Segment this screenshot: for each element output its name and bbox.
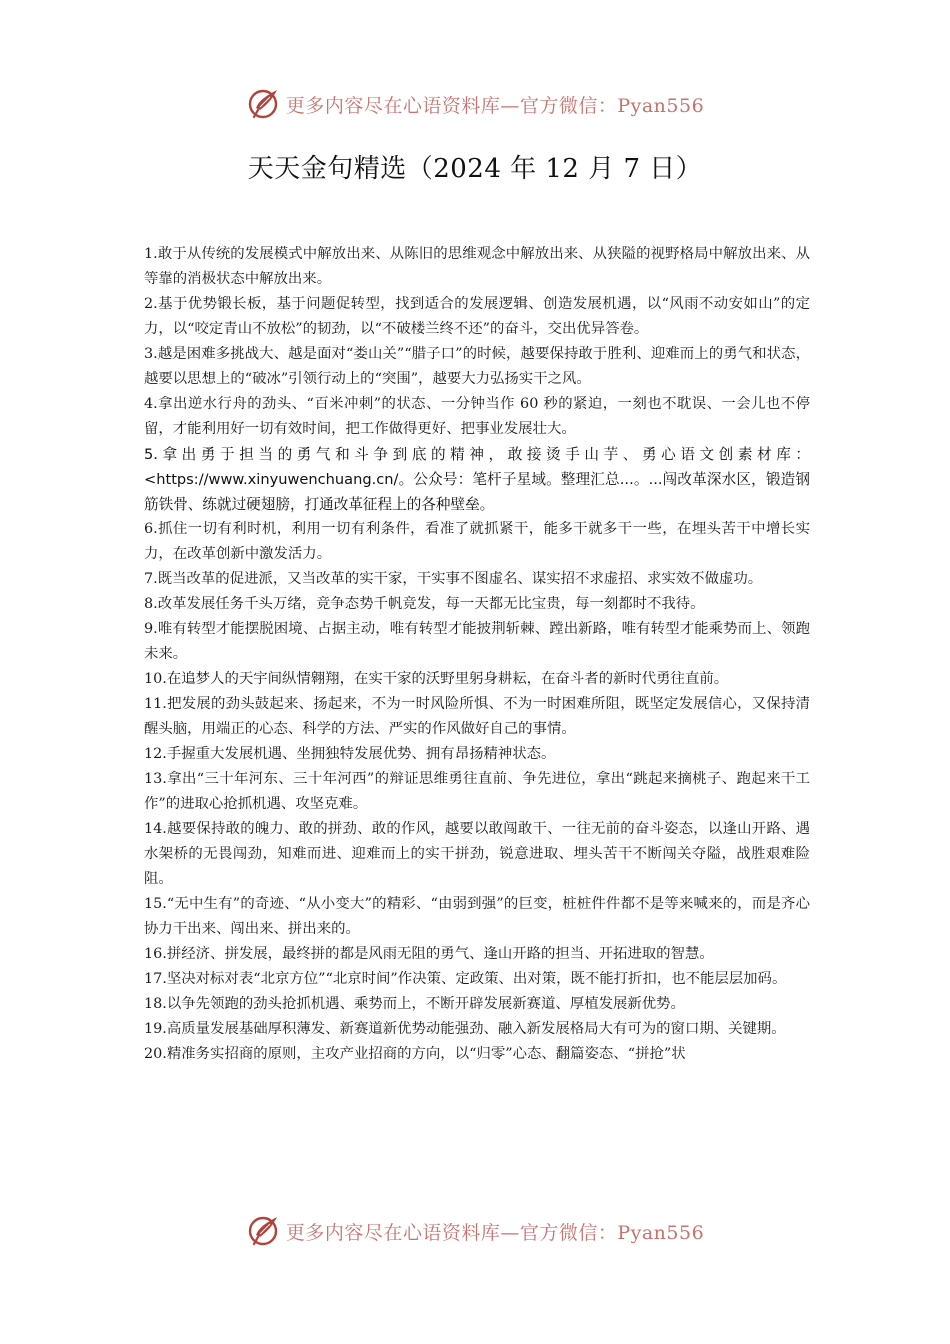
quote-item-15: 15.“无中生有”的奇迹、“从小变大”的精彩、“由弱到强”的巨变，桩桩件件都不是等来喊来的，而是齐心协力干出来、闯出来、拼出来的。 [144,896,810,937]
quote-item-9: 9.唯有转型才能摆脱困境、占据主动，唯有转型才能披荆斩棘、蹚出新路，唯有转型才能乘势而上、领跑未来。 [144,621,810,662]
quote-item-12: 12.手握重大发展机遇、坐拥独特发展优势、拥有昂扬精神状态。 [144,746,556,762]
quote-item-1: 1.敢于从传统的发展模式中解放出来、从陈旧的思维观念中解放出来、从狭隘的视野格局中解放出来、从等靠的消极状态中解放出来。 [144,246,810,287]
quote-item-13: 13.拿出“三十年河东、三十年河西”的辩证思维勇往直前、争先进位，拿出“跳起来摘桃子、跑起来干工作”的进取心抢抓机遇、攻坚克难。 [144,771,810,812]
footer-banner [0,1211,950,1251]
footer-banner-text: 更多内容尽在心语资料库—官方微信：Pyan556 [285,1221,705,1244]
quote-item-5: 5.拿出勇于担当的勇气和斗争到底的精神，敢接烫手山芋、勇心语文创素材库：<https://www.xinyuwenchuang.cn/。公众号：笔杆子星域。整理汇总...。...闯改革深水区，锻造钢筋铁骨、练就过硬翅膀，打通改革征程上的各种壁垒。 [144,446,810,513]
quote-item-18: 18.以争先领跑的劲头抢抓机遇、乘势而上，不断开辟发展新赛道、厚植发展新优势。 [144,996,685,1012]
quote-item-10: 10.在追梦人的天宇间纵情翱翔，在实干家的沃野里躬身耕耘，在奋斗者的新时代勇往直前。 [144,671,729,687]
quote-item-8: 8.改革发展任务千头万绪，竞争态势千帆竞发，每一天都无比宝贵，每一刻都时不我待。 [144,596,705,612]
header-banner [0,84,950,124]
page-title: 天天金句精选（2024 年 12 月 7 日） [247,154,703,184]
document-body [144,242,810,1067]
quote-item-20: 20.精准务实招商的原则，主攻产业招商的方向，以“归零”心态、翻篇姿态、“拼抢”状 [144,1046,686,1062]
quote-item-11: 11.把发展的劲头鼓起来、扬起来，不为一时风险所惧、不为一时困难所阻，既坚定发展信心，又保持清醒头脑，用端正的心态、科学的方法、严实的作风做好自己的事情。 [144,696,810,737]
quote-item-3: 3.越是困难多挑战大、越是面对“娄山关”“腊子口”的时候，越要保持敢于胜利、迎难而上的勇气和状态，越要以思想上的“破冰”引领行动上的“突围”，越要大力弘扬实干之风。 [144,346,810,387]
quote-item-4: 4.拿出逆水行舟的劲头、“百米冲刺”的状态、一分钟当作 60 秒的紧迫，一刻也不耽误、一会儿也不停留，才能利用好一切有效时间，把工作做得更好、把事业发展壮大。 [144,396,810,437]
quote-item-17: 17.坚决对标对表“北京方位”“北京时间”作决策、定政策、出对策，既不能打折扣，也不能层层加码。 [144,971,787,987]
quote-item-19: 19.高质量发展基础厚积薄发、新赛道新优势动能强劲、融入新发展格局大有可为的窗口期、关键期。 [144,1021,786,1037]
quote-item-6: 6.抓住一切有利时机，利用一切有利条件，看准了就抓紧干，能多干就多干一些，在埋头苦干中增长实力，在改革创新中激发活力。 [144,521,810,562]
quote-item-7: 7.既当改革的促进派，又当改革的实干家，干实事不图虚名、谋实招不求虚招、求实效不做虚功。 [144,571,763,587]
quote-item-16: 16.拼经济、拼发展，最终拼的都是风雨无阻的勇气、逢山开路的担当、开拓进取的智慧。 [144,946,714,962]
header-banner-text: 更多内容尽在心语资料库—官方微信：Pyan556 [285,94,705,117]
quote-item-14: 14.越要保持敢的魄力、敢的拼劲、敢的作风，越要以敢闯敢干、一往无前的奋斗姿态，以逢山开路、遇水架桥的无畏闯劲，知难而进、迎难而上的实干拼劲，锐意进取、埋头苦干不断闯关夺隘，战胜艰难险阻。 [144,821,810,887]
quill-ink-logo-icon [246,1213,282,1249]
quill-ink-logo-icon [246,86,282,122]
quote-item-2: 2.基于优势锻长板，基于问题促转型，找到适合的发展逻辑、创造发展机遇，以“风雨不动安如山”的定力，以“咬定青山不放松”的韧劲，以“不破楼兰终不还”的奋斗，交出优异答卷。 [144,296,810,337]
